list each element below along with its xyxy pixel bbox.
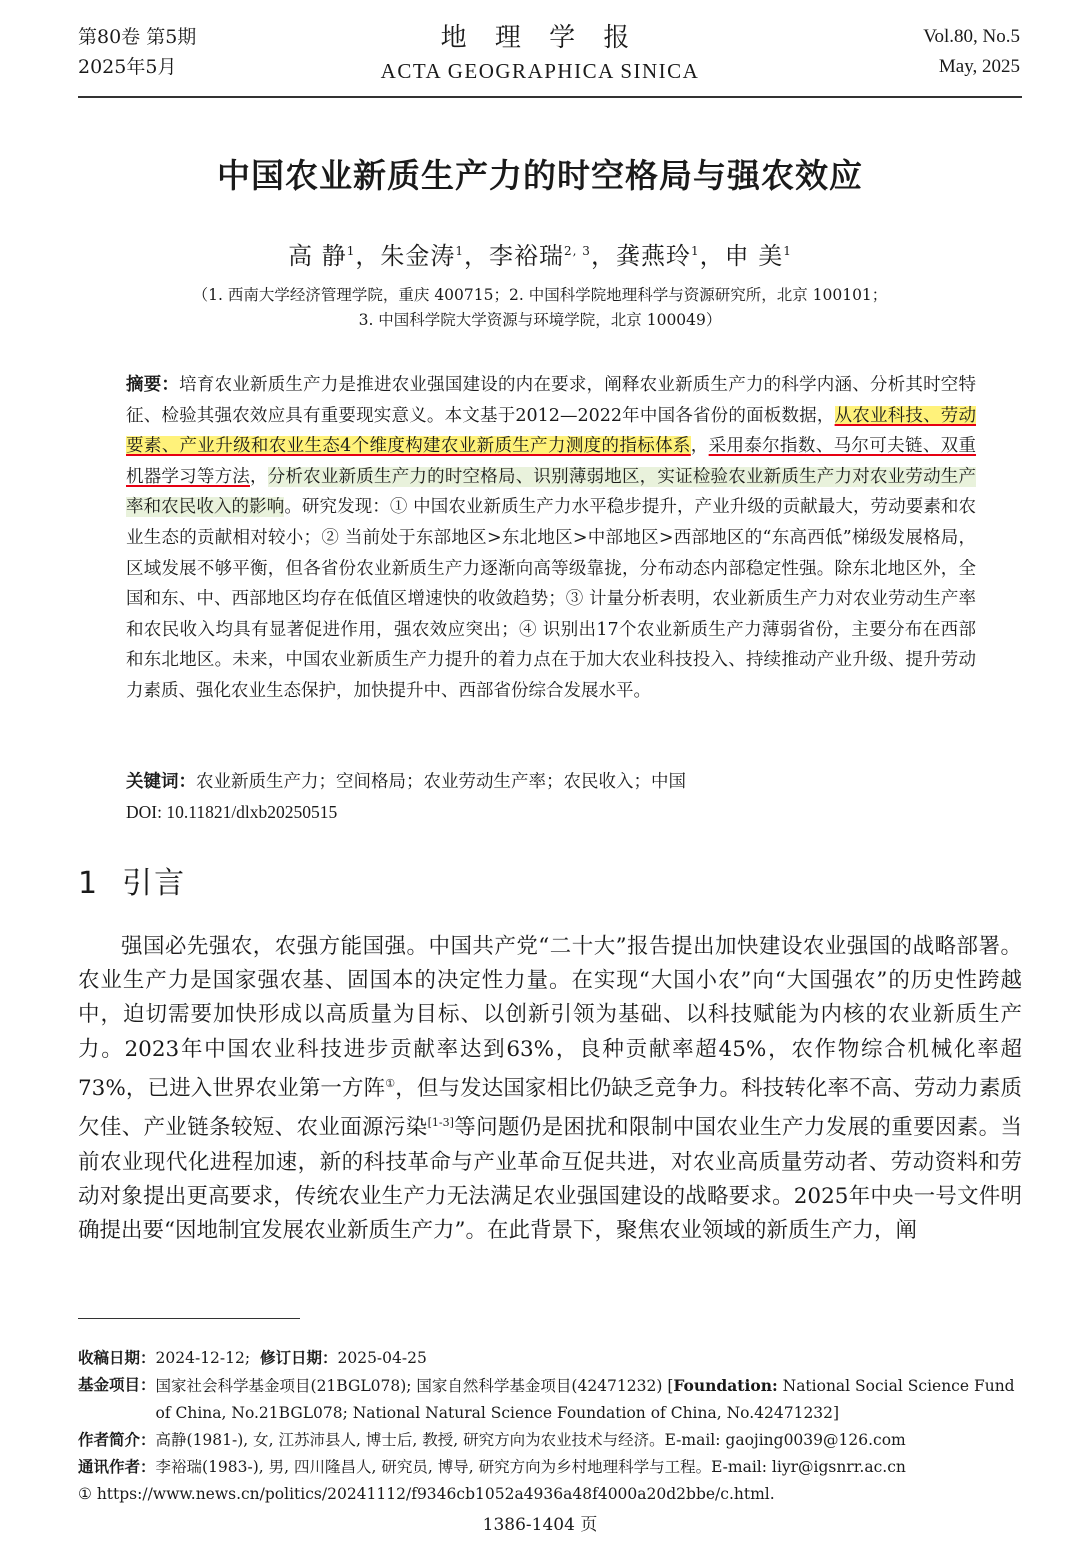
page-range: 1386-1404 页 [482, 1515, 598, 1535]
section-title: 引言 [122, 866, 187, 901]
abstract-punct: ， [690, 436, 709, 457]
author-bio-row [78, 1427, 1028, 1454]
body-text-run: 强国必先强农，农强方能国强。中国共产党“二十大”报告提出加快建设农业强国的战略部署。农业生产力是国家强农基、固国本的决定性力量。在实现“大国小农”向“大国强农”的历史性跨越中，迫切需要加快形成以高质量为目标、以创新引领为基础、以科技赋能为内核的农业新质生产力。2023年中国农业科技进步贡献率达到63%，良种贡献率超45%，农作物综合机械化率超73%，已进入世界农业第一方阵 [78, 934, 1022, 1101]
paper-title: 中国农业新质生产力的时空格局与强农效应 [217, 156, 863, 195]
author-list: 高 静$^1$，朱金涛$^1$，李裕瑞$^{2, 3}$，龚燕玲$^1$，申 美$^1$ [288, 242, 792, 270]
abstract-text: 培育农业新质生产力是推进农业强国建设的内在要求，阐释农业新质生产力的科学内涵、分析其时空特征、检验其强农效应具有重要现实意义。本文基于2012—2022年中国各省份的面板数据， [126, 375, 976, 426]
foundation-label: Foundation: [673, 1376, 778, 1395]
corresponding-label: 通讯作者： [78, 1458, 156, 1476]
keywords-label: 关键词： [126, 772, 196, 792]
footnote-row [78, 1481, 1028, 1508]
journal-title-en: ACTA GEOGRAPHICA SINICA [380, 59, 700, 83]
author-affil-mark: 1 [783, 244, 792, 258]
author-bio: 高静(1981-), 女, 江苏沛县人, 博士后, 教授, 研究方向为农业技术与经济。E-mail: gaojing0039@126.com [155, 1431, 906, 1449]
date-cn: 2025年5月 [78, 56, 177, 78]
author: 申 美 [724, 242, 784, 270]
fund-row [78, 1372, 1028, 1427]
fund-en: National Social Science Fund of China, No.21BGL078; National Natural Science Foundation of China, No.42471232] [155, 1377, 1015, 1422]
paragraph [78, 930, 1022, 1248]
keywords-text: 农业新质生产力；空间格局；农业劳动生产率；农民收入；中国 [196, 772, 686, 792]
author: 李裕瑞 [489, 242, 565, 270]
section-heading [78, 858, 186, 902]
fund-text [156, 1372, 1028, 1427]
received-row [78, 1345, 1028, 1372]
abstract-text: 。研究发现：① 中国农业新质生产力水平稳步提升，产业升级的贡献最大，劳动要素和农业生态的贡献相对较小；② 当前处于东部地区>东北地区>中部地区>西部地区的“东高西低”梯级发展格局，区域发展不够平衡，但各省份农业新质生产力逐渐向高等级靠拢，分布动态内部稳定性强。除东北地区外，全国和东、中、西部地区均存在低值区增速快的收敛趋势；③ 计量分析表明，农业新质生产力对农业劳动生产率和农民收入均具有显著促进作用，强农效应突出；④ 识别出17个农业新质生产力薄弱省份，主要分布在西部和东北地区。未来，中国农业新质生产力提升的着力点在于加大农业科技投入、持续推动产业升级、提升劳动力素质、强化农业生态保护，加快提升中、西部省份综合发展水平。 [126, 497, 977, 701]
underline-red: 采用泰尔指数、马尔可夫链、双重机器学习等方法 [126, 436, 977, 487]
fund-label: 基金项目： [78, 1376, 156, 1394]
author: 朱金涛 [380, 242, 456, 270]
abstract-punct: ， [250, 466, 268, 487]
corresponding-author: 李裕瑞(1983-), 男, 四川隆昌人, 研究员, 博导, 研究方向为乡村地理科学与工程。E-mail: liyr@igsnrr.ac.cn [155, 1458, 906, 1476]
revised-date: 2025-04-25 [337, 1349, 427, 1367]
author: 龚燕玲 [615, 242, 691, 270]
doi: DOI: 10.11821/dlxb20250515 [126, 802, 338, 822]
author-affil-mark: 1 [346, 244, 356, 258]
highlight-yellow: 从农业科技、劳动要素、产业升级和农业生态4个维度构建农业新质生产力测度的指标体系 [126, 405, 976, 457]
author-affil-mark: 2, 3 [564, 244, 591, 258]
body-text-run: 等问题仍是困扰和限制中国农业生产力发展的重要因素。当前农业现代化进程加速，新的科技革命与产业革命互促共进，对农业高质量劳动者、劳动资料和劳动对象提出更高要求，传统农业生产力无法满足农业强国建设的战略要求。2025年中央一号文件明确提出要“因地制宜发展农业新质生产力”。在此背景下，聚焦农业领域的新质生产力，阐 [78, 1115, 1022, 1243]
author: 高 静 [288, 242, 347, 270]
highlight-green: 分析农业新质生产力的时空格局、识别薄弱地区，实证检验农业新质生产力对农业劳动生产率和农民收入的影响 [126, 466, 977, 518]
body-text-run: ，但与发达国家相比仍缺乏竞争力。科技转化率不高、劳动力素质欠佳、产业链条较短、农业面源污染 [78, 1075, 1022, 1141]
revised-label: 修订日期： [259, 1349, 338, 1367]
article-notes [78, 1345, 1028, 1508]
author-affil-mark: 1 [690, 244, 700, 258]
received-label: 收稿日期： [78, 1349, 156, 1367]
journal-title-cn: 地 理 学 报 [440, 23, 640, 53]
affiliation-line: （1. 西南大学经济管理学院，重庆 400715；2. 中国科学院地理科学与资源研究所，北京 100101； [192, 286, 888, 304]
journal-masthead [0, 20, 1080, 86]
affiliation-line: 3. 中国科学院大学资源与环境学院，北京 100049） [358, 311, 722, 329]
date-en: May, 2025 [938, 56, 1020, 77]
footnote-divider [78, 1318, 300, 1319]
body-text [78, 930, 1022, 1248]
abstract-label: 摘要： [126, 375, 180, 395]
author-affil-mark: 1 [455, 244, 465, 258]
abstract [126, 370, 976, 707]
affiliations [0, 283, 1080, 333]
volume-issue-cn: 第80卷 第5期 [78, 26, 197, 48]
fund-cn: 国家社会科学基金项目(21BGL078); 国家自然科学基金项目(42471232) [ [155, 1377, 674, 1395]
corresponding-row [78, 1454, 1028, 1481]
header-divider [78, 96, 1022, 98]
received-date: 2024-12-12; [155, 1349, 251, 1367]
keywords [126, 768, 686, 796]
header-right [923, 22, 1020, 82]
footnote-ref[interactable]: ① [385, 1076, 396, 1090]
footnote-link[interactable]: ① https://www.news.cn/politics/20241112/f9346cb1052a4936a48f4000a20d2bbe/c.html. [78, 1485, 775, 1503]
volume-issue-en: Vol.80, No.5 [923, 26, 1020, 47]
section-number: 1 [78, 866, 100, 901]
citation-ref[interactable]: [1-3] [427, 1116, 454, 1130]
author-bio-label: 作者简介： [78, 1431, 156, 1449]
